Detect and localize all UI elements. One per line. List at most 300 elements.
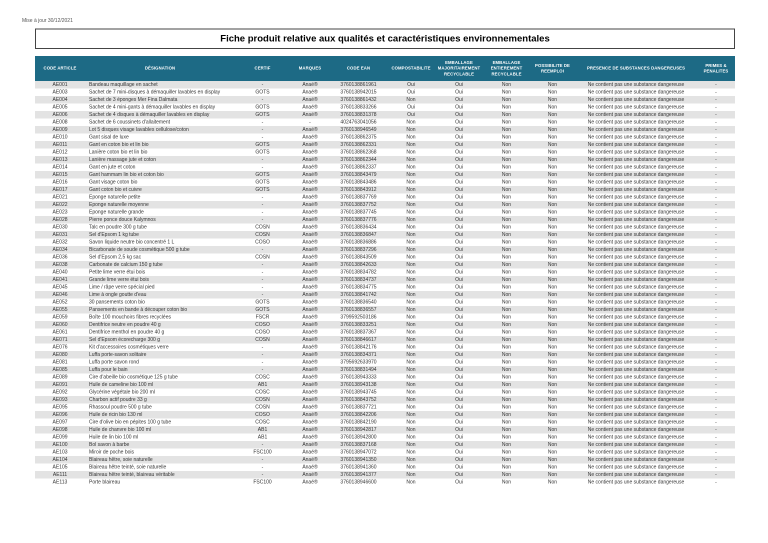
table-row [35, 224, 735, 232]
cell-certif: COSO [255, 329, 270, 335]
cell-compostabilite: Non [406, 382, 416, 388]
cell-certif: - [261, 277, 264, 283]
cell-designation: Sel d'Epsom 2,5 kg sac [89, 254, 142, 260]
table-row [35, 216, 735, 224]
cell-designation: Kit d'accessoires cosmétiques verre [89, 344, 169, 350]
cell-primes-penalites: - [715, 277, 717, 283]
cell-designation: Cire d'olive bio en pépites 100 g tube [89, 419, 172, 425]
table-row [35, 344, 735, 352]
cell-primes-penalites: - [715, 247, 717, 253]
cell-code-article: AE022 [52, 202, 68, 208]
cell-designation: Sachet de 4 disques à démaquiller lavables en display [89, 112, 210, 118]
cell-marques: Anaé® [302, 134, 318, 140]
cell-emballage-majoritairement-recyclable: Oui [455, 359, 463, 365]
table-row [35, 351, 735, 359]
cell-designation: Lime à ongle goutte d'eau [89, 292, 147, 298]
cell-marques: Anaé® [302, 254, 318, 260]
cell-primes-penalites: - [715, 142, 717, 148]
cell-emballage-majoritairement-recyclable: Oui [455, 194, 463, 200]
cell-possibilite-de-reemploi: Non [547, 397, 558, 403]
column-header-primes-penalites: PRIMES & PENALITES [697, 56, 735, 81]
cell-certif: GOTS [255, 149, 270, 155]
cell-marques: Anaé® [302, 112, 318, 118]
cell-primes-penalites: - [715, 239, 717, 245]
cell-emballage-majoritairement-recyclable: Oui [455, 299, 463, 305]
cell-emballage-entierement-recyclable: Non [501, 232, 512, 238]
cell-compostabilite: Non [406, 292, 416, 298]
table-row [35, 149, 735, 157]
cell-code-ean: 3760138842633 [340, 262, 377, 268]
cell-code-ean: 3760138834737 [340, 277, 377, 283]
cell-emballage-entierement-recyclable: Non [501, 172, 512, 178]
cell-code-ean: 3760138837721 [340, 404, 377, 410]
cell-presence-substances-dangereuses: Ne contient pas une substance dangereuse [587, 419, 685, 425]
cell-code-article: AE031 [52, 232, 68, 238]
cell-presence-substances-dangereuses: Ne contient pas une substance dangereuse [587, 464, 685, 470]
cell-possibilite-de-reemploi: Non [547, 172, 558, 178]
column-header-emballage-entierement-recyclable: EMBALLAGE ENTIEREMENT RECYCLABLE [483, 56, 530, 81]
cell-certif: - [261, 472, 264, 478]
cell-presence-substances-dangereuses: Ne contient pas une substance dangereuse [587, 337, 685, 343]
cell-marques: Anaé® [302, 194, 318, 200]
cell-presence-substances-dangereuses: Ne contient pas une substance dangereuse [587, 412, 685, 418]
cell-marques: Anaé® [302, 329, 318, 335]
cell-compostabilite: Non [406, 472, 416, 478]
cell-primes-penalites: - [715, 382, 717, 388]
cell-emballage-entierement-recyclable: Non [501, 397, 512, 403]
cell-possibilite-de-reemploi: Non [547, 142, 558, 148]
cell-certif: - [261, 82, 264, 88]
cell-compostabilite: Non [406, 217, 416, 223]
cell-compostabilite: Non [406, 157, 416, 163]
cell-designation: Rhassoul poudre 500 g tube [89, 404, 152, 410]
cell-code-ean: 3760138836434 [340, 224, 377, 230]
cell-compostabilite: Non [406, 269, 416, 275]
cell-emballage-entierement-recyclable: Non [501, 239, 512, 245]
cell-emballage-majoritairement-recyclable: Oui [455, 269, 463, 275]
table-row [35, 396, 735, 404]
cell-presence-substances-dangereuses: Ne contient pas une substance dangereuse [587, 359, 685, 365]
cell-certif: - [261, 464, 264, 470]
cell-code-article: AE060 [52, 322, 68, 328]
cell-compostabilite: Non [406, 442, 416, 448]
cell-emballage-majoritairement-recyclable: Oui [455, 82, 463, 88]
cell-certif: GOTS [255, 179, 270, 185]
cell-emballage-entierement-recyclable: Non [501, 157, 512, 163]
table-row [35, 231, 735, 239]
cell-presence-substances-dangereuses: Ne contient pas une substance dangereuse [587, 217, 685, 223]
cell-emballage-majoritairement-recyclable: Oui [455, 314, 463, 320]
cell-marques: Anaé® [302, 89, 318, 95]
cell-designation: Blaireau hêtre teinté, blaireau véritable [89, 472, 175, 478]
cell-primes-penalites: - [715, 457, 717, 463]
cell-emballage-entierement-recyclable: Non [501, 142, 512, 148]
cell-certif: - [261, 457, 264, 463]
cell-primes-penalites: - [715, 97, 717, 103]
cell-certif: - [261, 202, 264, 208]
table-row [35, 156, 735, 164]
cell-emballage-majoritairement-recyclable: Oui [455, 292, 463, 298]
cell-compostabilite: Non [406, 427, 416, 433]
cell-certif: - [261, 442, 264, 448]
cell-emballage-entierement-recyclable: Non [501, 202, 512, 208]
cell-compostabilite: Non [406, 479, 416, 485]
cell-primes-penalites: - [715, 82, 717, 88]
cell-compostabilite: Non [406, 262, 416, 268]
cell-emballage-entierement-recyclable: Non [501, 277, 512, 283]
cell-possibilite-de-reemploi: Non [547, 217, 558, 223]
cell-code-article: AE095 [52, 404, 68, 410]
cell-certif: COSO [255, 412, 270, 418]
cell-possibilite-de-reemploi: Non [547, 337, 558, 343]
cell-compostabilite: Non [406, 322, 416, 328]
cell-code-ean: 3760138833251 [340, 322, 377, 328]
cell-marques: Anaé® [302, 269, 318, 275]
cell-certif: - [261, 344, 264, 350]
cell-emballage-entierement-recyclable: Non [501, 464, 512, 470]
cell-presence-substances-dangereuses: Ne contient pas une substance dangereuse [587, 119, 685, 125]
document-title: Fiche produit relative aux qualités et caractéristiques environnementales [220, 33, 550, 44]
table-row [35, 179, 735, 187]
cell-emballage-majoritairement-recyclable: Oui [455, 164, 463, 170]
cell-code-ean: 3760138841742 [340, 292, 377, 298]
cell-possibilite-de-reemploi: Non [547, 112, 558, 118]
cell-code-ean: 3760138941377 [340, 472, 377, 478]
cell-compostabilite: Non [406, 247, 416, 253]
cell-marques: Anaé® [302, 322, 318, 328]
cell-code-article: AE098 [52, 427, 68, 433]
cell-emballage-entierement-recyclable: Non [501, 149, 512, 155]
table-row [35, 209, 735, 217]
cell-designation: Lot 5 disques visage lavables cellulose/coton [89, 127, 189, 133]
cell-designation: Huile de ricin bio 130 ml [89, 412, 143, 418]
cell-presence-substances-dangereuses: Ne contient pas une substance dangereuse [587, 172, 685, 178]
column-header-code-ean: CODE EAN [330, 56, 387, 81]
cell-code-ean: 3760138942800 [340, 434, 377, 440]
cell-possibilite-de-reemploi: Non [547, 89, 558, 95]
cell-designation: Lanière massage jute et coton [89, 157, 156, 163]
cell-primes-penalites: - [715, 329, 717, 335]
cell-possibilite-de-reemploi: Non [547, 209, 558, 215]
cell-marques: Anaé® [302, 97, 318, 103]
cell-marques: Anaé® [302, 389, 318, 395]
cell-marques: Anaé® [302, 472, 318, 478]
table-row [35, 411, 735, 419]
cell-compostabilite: Non [406, 239, 416, 245]
cell-marques: Anaé® [302, 314, 318, 320]
cell-presence-substances-dangereuses: Ne contient pas une substance dangereuse [587, 112, 685, 118]
cell-compostabilite: Non [406, 202, 416, 208]
cell-emballage-majoritairement-recyclable: Oui [455, 352, 463, 358]
cell-code-ean: 3760138846617 [340, 337, 377, 343]
cell-possibilite-de-reemploi: Non [547, 367, 558, 373]
cell-designation: Dentifrice neutre en poudre 40 g [89, 322, 161, 328]
cell-primes-penalites: - [715, 224, 717, 230]
cell-presence-substances-dangereuses: Ne contient pas une substance dangereuse [587, 254, 685, 260]
cell-emballage-entierement-recyclable: Non [501, 359, 512, 365]
cell-primes-penalites: - [715, 202, 717, 208]
cell-emballage-entierement-recyclable: Non [501, 427, 512, 433]
cell-code-ean: 3760138842206 [340, 412, 377, 418]
cell-designation: Grande lime verre étui bois [89, 277, 150, 283]
cell-possibilite-de-reemploi: Non [547, 322, 558, 328]
cell-possibilite-de-reemploi: Non [547, 352, 558, 358]
table-row [35, 314, 735, 322]
cell-marques: Anaé® [302, 217, 318, 223]
cell-designation: Blaireau hêtre, soie naturelle [89, 457, 153, 463]
cell-compostabilite: Non [406, 134, 416, 140]
cell-marques: Anaé® [302, 397, 318, 403]
cell-designation: Lime / râpe verre spécial pied [89, 284, 155, 290]
cell-emballage-majoritairement-recyclable: Oui [455, 434, 463, 440]
cell-possibilite-de-reemploi: Non [547, 292, 558, 298]
cell-marques: Anaé® [302, 104, 318, 110]
cell-possibilite-de-reemploi: Non [547, 434, 558, 440]
cell-emballage-majoritairement-recyclable: Oui [455, 224, 463, 230]
cell-designation: Porte blaireau [89, 479, 121, 485]
table-row [35, 141, 735, 149]
cell-possibilite-de-reemploi: Non [547, 427, 558, 433]
cell-designation: Luffa pour le bain [89, 367, 128, 373]
cell-certif: AB1 [257, 382, 268, 388]
cell-marques: Anaé® [302, 202, 318, 208]
cell-primes-penalites: - [715, 352, 717, 358]
cell-possibilite-de-reemploi: Non [547, 457, 558, 463]
cell-code-ean: 3760138862337 [340, 164, 377, 170]
cell-presence-substances-dangereuses: Ne contient pas une substance dangereuse [587, 322, 685, 328]
table-row [35, 164, 735, 172]
cell-code-ean: 3760138943333 [340, 374, 377, 380]
cell-code-article: AE093 [52, 397, 68, 403]
cell-code-ean: 3760138943138 [340, 382, 377, 388]
cell-possibilite-de-reemploi: Non [547, 284, 558, 290]
cell-code-article: AE016 [52, 179, 68, 185]
cell-possibilite-de-reemploi: Non [547, 127, 558, 133]
table-row [35, 336, 735, 344]
cell-code-ean: 3760138837296 [340, 247, 377, 253]
table-row [35, 389, 735, 397]
cell-code-article: AE009 [52, 127, 68, 133]
cell-possibilite-de-reemploi: Non [547, 472, 558, 478]
cell-certif: - [261, 284, 264, 290]
cell-emballage-majoritairement-recyclable: Oui [455, 284, 463, 290]
cell-possibilite-de-reemploi: Non [547, 307, 558, 313]
cell-code-article: AE080 [52, 352, 68, 358]
cell-code-article: AE038 [52, 262, 68, 268]
cell-presence-substances-dangereuses: Ne contient pas une substance dangereuse [587, 299, 685, 305]
table-row [35, 329, 735, 337]
cell-code-article: AE091 [52, 382, 68, 388]
cell-possibilite-de-reemploi: Non [547, 134, 558, 140]
cell-emballage-entierement-recyclable: Non [501, 419, 512, 425]
cell-emballage-majoritairement-recyclable: Oui [455, 412, 463, 418]
cell-possibilite-de-reemploi: Non [547, 419, 558, 425]
cell-code-ean: 3760138942015 [340, 89, 377, 95]
cell-possibilite-de-reemploi: Non [547, 254, 558, 260]
cell-certif: COSC [255, 419, 270, 425]
cell-emballage-entierement-recyclable: Non [501, 404, 512, 410]
cell-designation: Bicarbonate de soude cosmétique 500 g tube [89, 247, 190, 253]
cell-designation: 30 pansements coton bio [89, 299, 145, 305]
cell-code-ean: 3760138837776 [340, 217, 377, 223]
cell-presence-substances-dangereuses: Ne contient pas une substance dangereuse [587, 374, 685, 380]
cell-designation: Gant sisal de luxe [89, 134, 129, 140]
cell-certif: AB1 [257, 434, 268, 440]
column-header-presence-substances-dangereuses: PRESENCE DE SUBSTANCES DANGEREUSES [575, 56, 697, 81]
cell-primes-penalites: - [715, 344, 717, 350]
cell-emballage-majoritairement-recyclable: Oui [455, 322, 463, 328]
cell-emballage-majoritairement-recyclable: Oui [455, 479, 463, 485]
cell-code-article: AE015 [52, 172, 68, 178]
cell-marques: Anaé® [302, 359, 318, 365]
cell-compostabilite: Non [406, 457, 416, 463]
cell-compostabilite: Non [406, 367, 416, 373]
cell-compostabilite: Non [406, 209, 416, 215]
cell-primes-penalites: - [715, 112, 717, 118]
cell-marques: Anaé® [302, 232, 318, 238]
cell-possibilite-de-reemploi: Non [547, 344, 558, 350]
cell-presence-substances-dangereuses: Ne contient pas une substance dangereuse [587, 187, 685, 193]
cell-designation: Huile de chanvre bio 100 ml [89, 427, 151, 433]
cell-emballage-entierement-recyclable: Non [501, 127, 512, 133]
cell-emballage-entierement-recyclable: Non [501, 97, 512, 103]
table-row [35, 246, 735, 254]
cell-certif: - [261, 194, 264, 200]
cell-code-ean: 3760138836540 [340, 299, 377, 305]
cell-certif: COSN [255, 337, 270, 343]
cell-designation: Eponge naturelle petite [89, 194, 141, 200]
cell-code-ean: 3760138862344 [340, 157, 377, 163]
cell-certif: - [261, 119, 264, 125]
column-header-certif: CERTIF [235, 56, 290, 81]
cell-emballage-entierement-recyclable: Non [501, 179, 512, 185]
cell-primes-penalites: - [715, 262, 717, 268]
cell-code-ean: 3760138843752 [340, 397, 377, 403]
cell-certif: GOTS [255, 299, 270, 305]
cell-marques: Anaé® [302, 142, 318, 148]
cell-emballage-majoritairement-recyclable: Oui [455, 337, 463, 343]
table-row [35, 284, 735, 292]
cell-compostabilite: Non [406, 179, 416, 185]
cell-code-article: AE096 [52, 412, 68, 418]
cell-code-ean: 3760138837769 [340, 194, 377, 200]
cell-marques: Anaé® [302, 337, 318, 343]
cell-emballage-entierement-recyclable: Non [501, 284, 512, 290]
cell-marques: Anaé® [302, 344, 318, 350]
cell-certif: GOTS [255, 172, 270, 178]
cell-code-ean: 3760138834775 [340, 284, 377, 290]
cell-certif: - [261, 367, 264, 373]
cell-presence-substances-dangereuses: Ne contient pas une substance dangereuse [587, 247, 685, 253]
cell-code-article: AE111 [52, 472, 68, 478]
cell-designation: Gant hammam lin bio et coton bio [89, 172, 164, 178]
cell-code-article: AE046 [52, 292, 68, 298]
cell-presence-substances-dangereuses: Ne contient pas une substance dangereuse [587, 202, 685, 208]
cell-emballage-majoritairement-recyclable: Oui [455, 247, 463, 253]
cell-presence-substances-dangereuses: Ne contient pas une substance dangereuse [587, 232, 685, 238]
cell-marques: Anaé® [302, 434, 318, 440]
cell-marques: Anaé® [302, 239, 318, 245]
cell-certif: GOTS [255, 89, 270, 95]
cell-emballage-entierement-recyclable: Non [501, 89, 512, 95]
cell-emballage-entierement-recyclable: Non [501, 217, 512, 223]
cell-presence-substances-dangereuses: Ne contient pas une substance dangereuse [587, 194, 685, 200]
cell-presence-substances-dangereuses: Ne contient pas une substance dangereuse [587, 164, 685, 170]
cell-primes-penalites: - [715, 322, 717, 328]
cell-marques: Anaé® [302, 374, 318, 380]
cell-certif: COSN [255, 404, 270, 410]
cell-compostabilite: Non [406, 374, 416, 380]
cell-emballage-entierement-recyclable: Non [501, 262, 512, 268]
cell-certif: COSN [255, 254, 270, 260]
cell-code-article: AE105 [52, 464, 68, 470]
cell-presence-substances-dangereuses: Ne contient pas une substance dangereuse [587, 292, 685, 298]
cell-possibilite-de-reemploi: Non [547, 269, 558, 275]
cell-code-ean: 4024763041056 [340, 119, 377, 125]
cell-marques: Anaé® [302, 179, 318, 185]
cell-presence-substances-dangereuses: Ne contient pas une substance dangereuse [587, 89, 685, 95]
cell-emballage-majoritairement-recyclable: Oui [455, 217, 463, 223]
cell-emballage-entierement-recyclable: Non [501, 164, 512, 170]
cell-certif: GOTS [255, 112, 270, 118]
cell-primes-penalites: - [715, 419, 717, 425]
cell-emballage-majoritairement-recyclable: Oui [455, 179, 463, 185]
cell-compostabilite: Non [406, 397, 416, 403]
cell-code-article: AE013 [52, 157, 68, 163]
cell-emballage-majoritairement-recyclable: Oui [455, 329, 463, 335]
cell-presence-substances-dangereuses: Ne contient pas une substance dangereuse [587, 284, 685, 290]
column-header-possibilite-de-reemploi: POSSIBILITE DE REEMPLOI [530, 56, 575, 81]
cell-compostabilite: Non [406, 434, 416, 440]
cell-compostabilite: Non [406, 464, 416, 470]
cell-certif: FSC100 [253, 479, 272, 485]
cell-presence-substances-dangereuses: Ne contient pas une substance dangereuse [587, 404, 685, 410]
cell-code-ean: 3760138947072 [340, 449, 377, 455]
cell-primes-penalites: - [715, 179, 717, 185]
cell-code-article: AE076 [52, 344, 68, 350]
table-row [35, 276, 735, 284]
cell-possibilite-de-reemploi: Non [547, 202, 558, 208]
table-row [35, 119, 735, 127]
cell-designation: Lanière coton bio et lin bio [89, 149, 148, 155]
cell-emballage-entierement-recyclable: Non [501, 479, 512, 485]
cell-emballage-entierement-recyclable: Non [501, 299, 512, 305]
table-row [35, 321, 735, 329]
cell-primes-penalites: - [715, 217, 717, 223]
cell-compostabilite: Non [406, 314, 416, 320]
table-row [35, 359, 735, 367]
cell-code-article: AE059 [52, 314, 68, 320]
cell-emballage-entierement-recyclable: Non [501, 134, 512, 140]
cell-compostabilite: Non [406, 337, 416, 343]
table-row [35, 306, 735, 314]
cell-possibilite-de-reemploi: Non [547, 442, 558, 448]
cell-presence-substances-dangereuses: Ne contient pas une substance dangereuse [587, 434, 685, 440]
cell-presence-substances-dangereuses: Ne contient pas une substance dangereuse [587, 149, 685, 155]
cell-marques: Anaé® [302, 82, 318, 88]
cell-emballage-entierement-recyclable: Non [501, 352, 512, 358]
cell-code-article: AE012 [52, 149, 68, 155]
cell-code-article: AE017 [52, 187, 68, 193]
cell-possibilite-de-reemploi: Non [547, 449, 558, 455]
cell-certif: FSCR [255, 314, 270, 320]
cell-marques: Anaé® [302, 449, 318, 455]
cell-primes-penalites: - [715, 254, 717, 260]
cell-compostabilite: Non [406, 389, 416, 395]
table-row [35, 269, 735, 277]
cell-primes-penalites: - [715, 149, 717, 155]
cell-designation: Luffa porte savon rond [89, 359, 139, 365]
